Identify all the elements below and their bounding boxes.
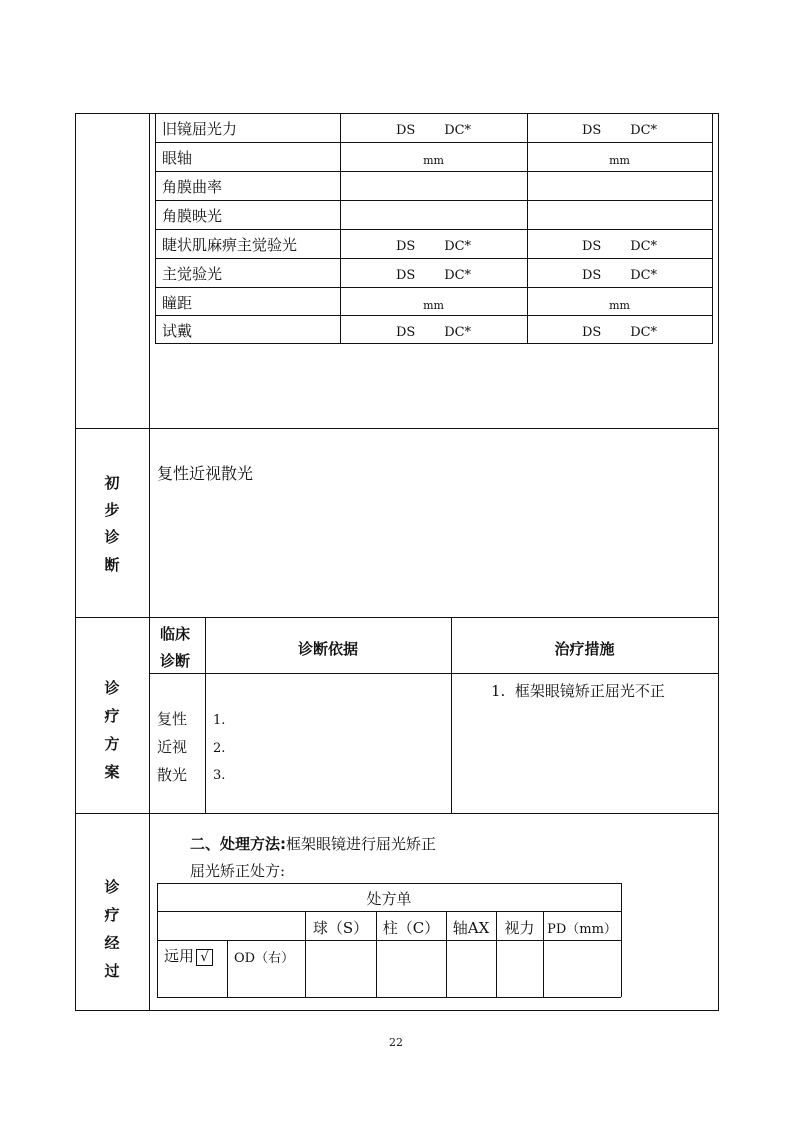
- exam-row-label: 主觉验光: [162, 265, 223, 283]
- exam-row-line: [155, 171, 712, 172]
- plan-clinical-line: 散光: [157, 766, 188, 784]
- exam-row-line: [155, 200, 712, 201]
- rx-top: [157, 883, 621, 884]
- rx-od-label: OD（右）: [234, 951, 295, 966]
- exam-row-od-value: DS DC*: [395, 239, 472, 254]
- preliminary-label-char: 初: [104, 474, 120, 492]
- plan-treatment-text: 1. 框架眼镜矫正屈光不正: [491, 682, 665, 700]
- exam-row-label: 睫状肌麻痹主觉验光: [162, 236, 298, 254]
- outer-frame-left: [75, 113, 76, 1011]
- exam-row-label: 眼轴: [162, 149, 193, 167]
- plan-clinical-line: 近视: [157, 738, 188, 756]
- process-method-text: 框架眼镜进行屈光矫正: [286, 835, 437, 853]
- rx-header-sphere: 球（S）: [312, 919, 369, 937]
- process-label-char: 诊: [104, 878, 120, 896]
- exam-row-label: 角膜曲率: [162, 178, 223, 196]
- exam-row-line: [155, 315, 712, 316]
- exam-row-line: [155, 287, 712, 288]
- exam-row-od-value: DS DC*: [395, 123, 472, 138]
- rx-title: 处方单: [366, 890, 412, 908]
- plan-basis-item: 2.: [213, 741, 226, 756]
- exam-row-os-value: mm: [609, 154, 630, 167]
- exam-row-line: [155, 229, 712, 230]
- plan-basis-item: 1.: [213, 713, 226, 728]
- exam-row-os-value: DS DC*: [581, 268, 658, 283]
- outer-frame-top: [75, 113, 719, 114]
- exam-table-bottom: [155, 343, 712, 344]
- plan-label-char: 案: [104, 763, 120, 781]
- process-label-char: 过: [104, 962, 120, 980]
- process-label-char: 疗: [104, 906, 120, 924]
- process-method: [190, 835, 436, 853]
- section-divider-2: [75, 617, 719, 618]
- outer-frame-bottom: [75, 1010, 719, 1011]
- page-number: 22: [389, 1036, 403, 1049]
- preliminary-label-char: 诊: [104, 528, 120, 546]
- outer-frame-right: [718, 113, 719, 1011]
- preliminary-diagnosis-text: 复性近视散光: [157, 464, 254, 483]
- rx-distance-label: 远用: [164, 947, 195, 965]
- exam-row-os-value: mm: [609, 299, 630, 312]
- plan-basis-item: 3.: [213, 768, 226, 783]
- rx-header-cylinder: 柱（C）: [382, 919, 440, 937]
- plan-label-char: 方: [104, 735, 120, 753]
- exam-row-label: 瞳距: [162, 294, 193, 312]
- exam-row-os-value: DS DC*: [581, 123, 658, 138]
- rx-header-axis: 轴AX: [452, 919, 490, 937]
- plan-clinical-line: 复性: [157, 710, 188, 728]
- exam-row-os-value: DS DC*: [581, 239, 658, 254]
- exam-row-os-value: DS DC*: [581, 325, 658, 340]
- prescription-label: 屈光矫正处方:: [190, 862, 286, 880]
- exam-row-od-value: DS DC*: [395, 268, 472, 283]
- rx-header-pd: PD（mm）: [547, 922, 617, 937]
- exam-row-line: [155, 258, 712, 259]
- rx-bottom: [157, 997, 621, 998]
- preliminary-label-char: 断: [104, 556, 120, 574]
- plan-header-treatment: 治疗措施: [554, 640, 615, 658]
- rx-title-bottom: [157, 911, 621, 912]
- plan-header-clinical-2: 诊断: [160, 652, 191, 670]
- rx-right: [621, 883, 622, 997]
- exam-row-od-value: mm: [423, 299, 444, 312]
- preliminary-label-char: 步: [104, 501, 120, 519]
- rx-col-divider: [227, 940, 228, 997]
- exam-row-line: [155, 142, 712, 143]
- exam-row-label: 旧镜屈光力: [162, 120, 238, 138]
- exam-row-od-value: DS DC*: [395, 325, 472, 340]
- plan-header-clinical-1: 临床: [160, 625, 191, 643]
- section-divider-3: [75, 813, 719, 814]
- exam-row-label: 角膜映光: [162, 207, 223, 225]
- plan-label-char: 诊: [104, 679, 120, 697]
- rx-distance-checkbox[interactable]: √: [196, 949, 213, 966]
- exam-row-od-value: mm: [423, 154, 444, 167]
- plan-header-bottom: [149, 673, 718, 674]
- process-method-heading: 二、处理方法:: [190, 835, 286, 853]
- exam-table-right: [712, 113, 713, 344]
- section-divider-1: [75, 428, 719, 429]
- plan-label-char: 疗: [104, 707, 120, 725]
- exam-row-label: 试戴: [162, 322, 193, 340]
- plan-header-basis: 诊断依据: [297, 640, 358, 658]
- rx-distance-cell: [164, 947, 213, 966]
- label-column-divider: [149, 113, 150, 1011]
- process-label-char: 经: [104, 934, 120, 952]
- rx-header-vision: 视力: [504, 919, 535, 937]
